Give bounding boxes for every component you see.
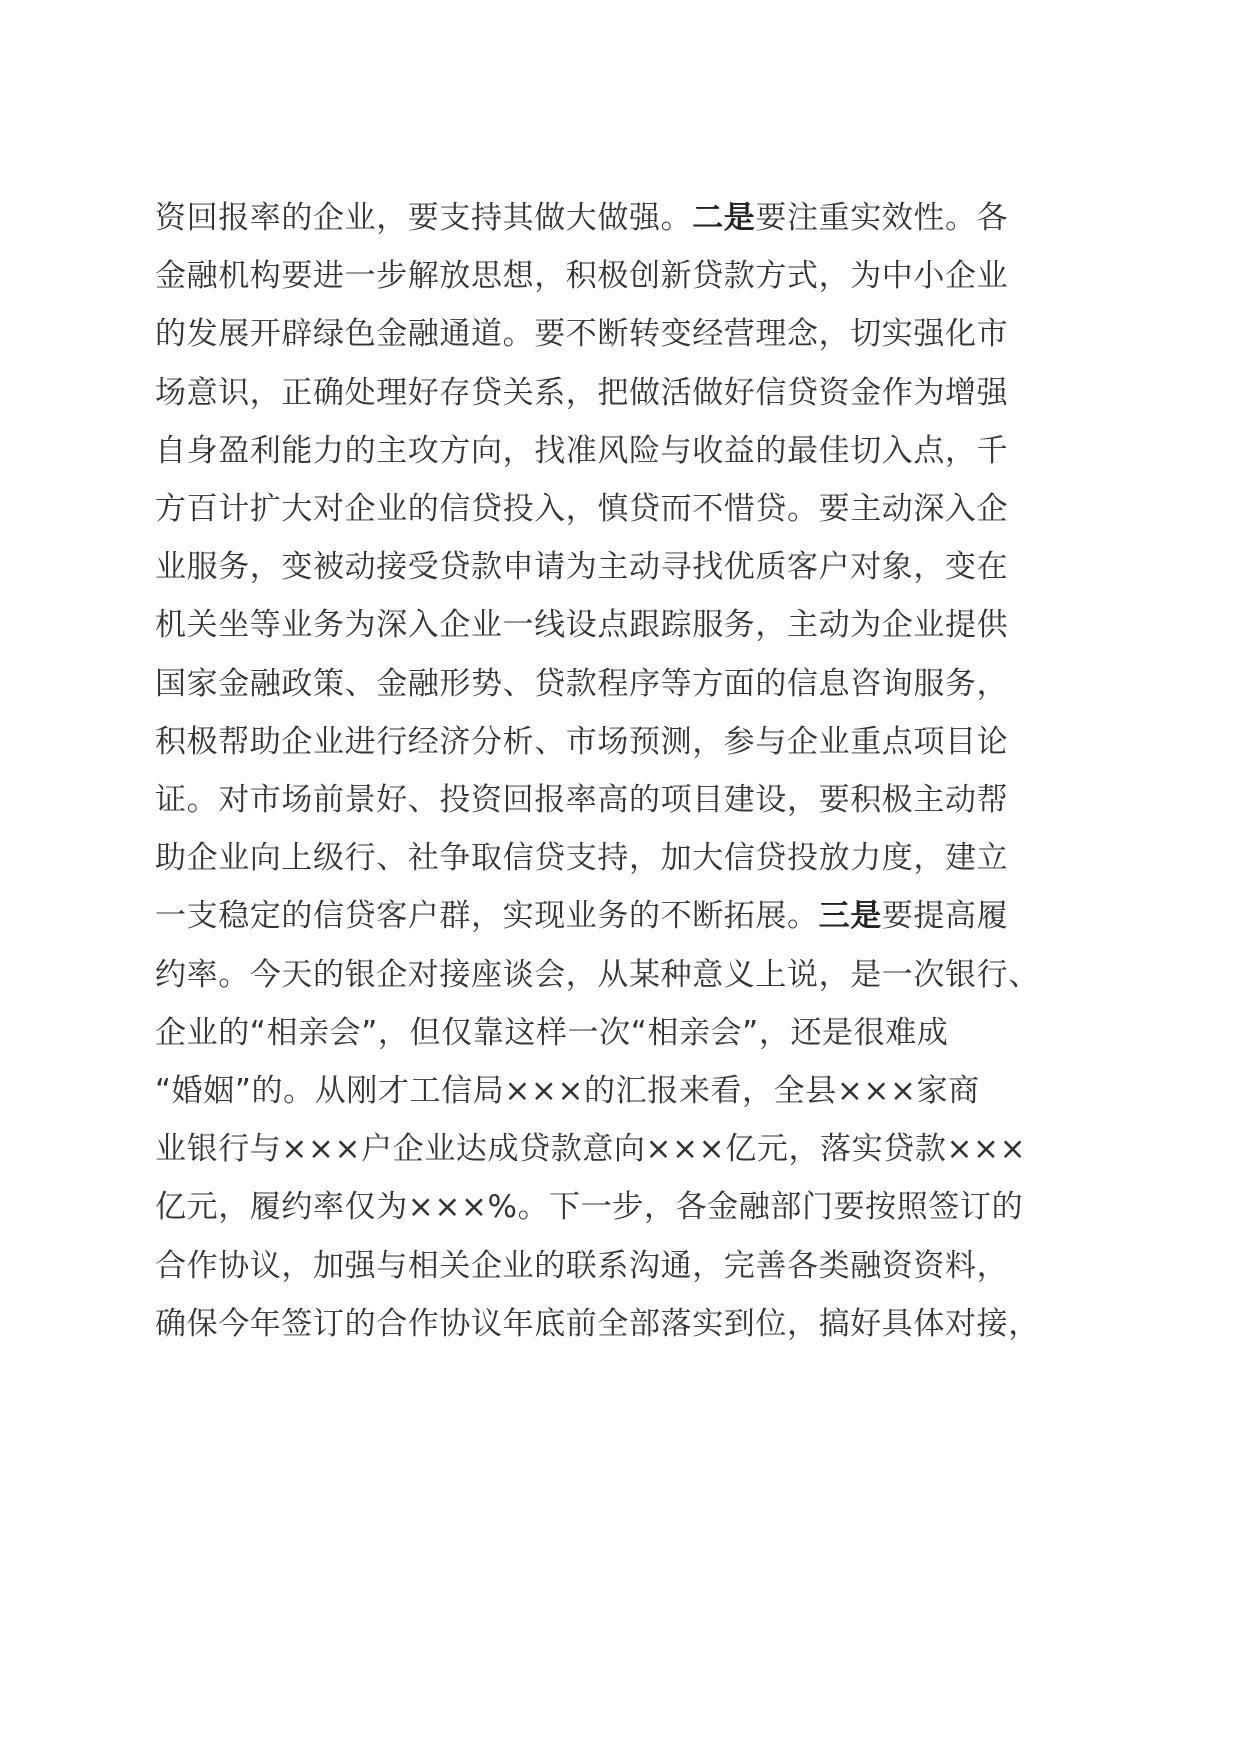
- text-line: [155, 592, 1008, 658]
- text-segment: 一支稳定的信贷客户群，实现业务的不断拓展。: [155, 898, 819, 935]
- text-segment: 要提高履: [881, 898, 1009, 935]
- text-segment: 机关坐等业务为深入企业一线设点跟踪服务，主动为企业提供: [155, 607, 1009, 644]
- text-segment: 约率。今天的银企对接座谈会，从某种意义上说，是一次银行、: [155, 956, 1040, 993]
- text-segment: 资回报率的企业，要支持其做大做强。: [155, 200, 693, 236]
- text-line: [155, 418, 1008, 484]
- text-line: [155, 883, 1008, 949]
- text-line: [155, 1116, 1026, 1182]
- text-line: [155, 243, 1008, 309]
- text-line: [155, 1291, 1040, 1357]
- text-segment: 证。对市场前景好、投资回报率高的项目建设，要积极主动帮: [155, 782, 1009, 818]
- text-segment: 亿元，履约率仅为×××%。下一步，各金融部门要按照签订的: [155, 1189, 1024, 1226]
- text-segment: 合作协议，加强与相关企业的联系沟通，完善各类融资资料，: [155, 1247, 1009, 1284]
- text-segment: 场意识，正确处理好存贷关系，把做活做好信贷资金作为增强: [155, 374, 1009, 411]
- text-line: [155, 1233, 1008, 1299]
- text-segment: 积极帮助企业进行经济分析、市场预测，参与企业重点项目论: [155, 723, 1009, 760]
- text-line: [155, 185, 1008, 251]
- text-segment: 方百计扩大对企业的信贷投入，慎贷而不惜贷。要主动深入企: [155, 491, 1009, 527]
- text-segment: 要注重实效性。各: [755, 200, 1009, 236]
- text-line: [155, 942, 1040, 1008]
- text-line: [155, 709, 1008, 775]
- text-line: [155, 1174, 1023, 1240]
- text-line: [155, 534, 1008, 600]
- text-segment: 自身盈利能力的主攻方向，找准风险与收益的最佳切入点，千: [155, 432, 1009, 469]
- text-line: [155, 360, 1008, 426]
- text-segment: 确保今年签订的合作协议年底前全部落实到位，搞好具体对接，: [155, 1305, 1040, 1342]
- bold-emphasis: 二是: [692, 200, 756, 236]
- text-segment: 的发展开辟绿色金融通道。要不断转变经营理念，切实强化市: [155, 316, 1009, 353]
- text-line: [155, 651, 1008, 717]
- text-line: [155, 825, 1008, 891]
- text-line: [155, 1058, 980, 1124]
- text-line: [155, 476, 1008, 542]
- text-segment: 业银行与×××户企业达成贷款意向×××亿元，落实贷款×××: [155, 1131, 1027, 1168]
- text-segment: 金融机构要进一步解放思想，积极创新贷款方式，为中小企业: [155, 258, 1009, 295]
- text-segment: “婚姻”的。从刚才工信局×××的汇报来看，全县×××家商: [155, 1073, 980, 1109]
- text-line: [155, 767, 1008, 833]
- text-line: [155, 301, 1008, 367]
- text-segment: 助企业向上级行、社争取信贷支持，加大信贷投放力度，建立: [155, 840, 1009, 877]
- text-line: [155, 1000, 948, 1066]
- text-segment: 业服务，变被动接受贷款申请为主动寻找优质客户对象，变在: [155, 549, 1009, 586]
- text-segment: 国家金融政策、金融形势、贷款程序等方面的信息咨询服务，: [155, 665, 1009, 702]
- bold-emphasis: 三是: [818, 898, 882, 935]
- text-segment: 企业的“相亲会”，但仅靠这样一次“相亲会”，还是很难成: [155, 1014, 949, 1051]
